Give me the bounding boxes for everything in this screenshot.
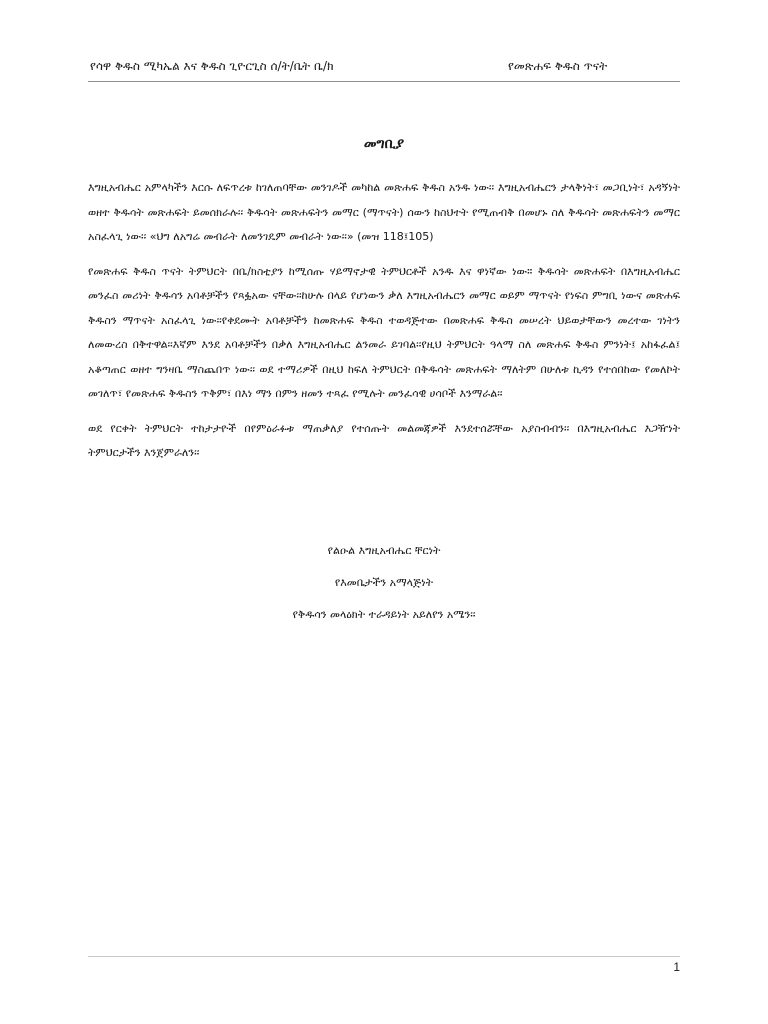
closing-line-3: የቅዱሳን መላዕክት ተራዳይነት አይለየን አሜን፡፡ [292,608,476,621]
header-divider [88,81,680,82]
footer-divider [88,956,680,957]
page-title: መግቢያ [363,136,405,152]
header-left-text: የሳዋ ቅዱስ ሚካኤል እና ቅዱስ ጊዮርጊስ ሰ/ት/ቤት ቤ/ክ [90,59,334,73]
paragraph-1: እግዚአብሔር አምላካችን እርሱ ለፍጥረቱ ከገለጠባቸው መንገዶች መካከል መጽሐፍ ቅዱስ አንዱ ነው፡፡ እግዚአብሔርን ታላቅነት፣ መጋቢነት፣ አዳኝነት ወዘተ ቅዱሳት መጽሐፍት ይመሰክራሉ፡፡ ቅዱሳት መጽሐፍትን መማር (ማጥናት) ሰውን ከስህተት የሚጠብቅ በመሆኑ ስለ ቅዱሳት መጽሐፍትን መማር አስፈላጊ ነው፡፡ «ህግ ለአግሬ መብራት ለመንገዴም መብራት ነው፡፡» (መዝ 118፤105) [88,181,680,243]
body-text [88,176,680,476]
page-number: 1 [673,960,680,974]
page-header [90,58,678,80]
paragraph-2: የመጽሐፍ ቅዱስ ጥናት ትምህርት በቤ/ክስቲያን ከሚሰጡ ሃይማኖታዊ ትምህርቶች አንዱ እና ዋነኛው ነው። ቅዱሳት መጽሐፍት በእግዚአብሔር መንፈስ መሪነት ቅዱሳን አባቶቻችን የጻፏአው ናቸው፡፡ከሁሉ በላይ የሆነውን ቃለ እግዚአብሔርን መማር ወይም ማጥናት የነፍስ ምግቢ ነውና መጽሐፍ ቅዱስን ማጥናት አስፈላጊ ነው፡፡የቀደሙት አባቶቻችን ከመጽሐፍ ቅዱስ ተወዳጅተው በመጽሐፍ ቅዱስ መሠረት ህይወታቸውን መረተው ገነትን ለመውረስ በቅተዋል፡፡እኛም እንደ አባቶቻችን በቃለ እግዚአብሔር ልንመራ ይገባል፡፡የዚህ ትምህርት ዓላማ ስለ መጽሐፍ ቅዱስ ምንነት፤ አከፋፈል፤ አቆጣጠር ወዘተ ግንዛቤ ማስጨበጥ ነው፡፡ ወደ ተማሪዎች በዚህ ከፍለ ትምህርት በቅዱሳት መጽሐፍት ማለትም በሁለቱ ኪዳን የተሰበከው የመለኮት መገለጥ፣ የመጽሐፍ ቅዱስን ጥቅም፣ በእነ ማን በምን ዘመን ተጻፈ የሚሉት መንፈሳዊ ሀሳቦች እንማራል፡፡ [88,264,680,400]
paragraph-3: ወደ የርቀት ትምህርት ተከታታዮች በየምዕራፉቱ ማጠቃለያ የተሰጡት መልመጃዎች እንደተሰሯቸው አያስብብን፡፡ በእግዚአብሔር እጋዥነት ትምህርታችን እንጀምራለን፡፡ [88,421,680,459]
closing-line-1: የልዑል እግዚአብሔር ቸርነት [327,544,441,557]
header-right-text: የመጽሐፍ ቅዱስ ጥናት [508,59,608,73]
closing-line-2: የእመቤታችን አማላጅነት [334,576,434,589]
